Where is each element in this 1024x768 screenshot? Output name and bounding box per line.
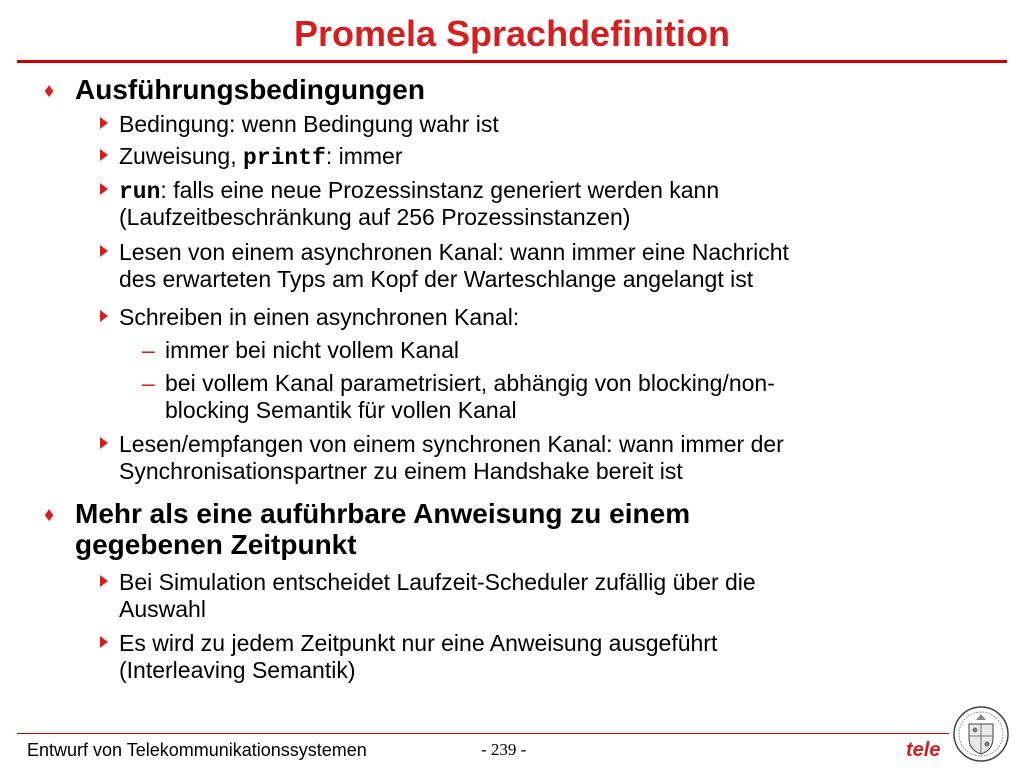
bullet-item: Es wird zu jedem Zeitpunkt nur eine Anweisung ausgeführt — [119, 630, 718, 656]
diamond-bullet-icon: ♦ — [44, 80, 55, 102]
diamond-bullet-icon: ♦ — [44, 504, 55, 526]
slide-title: Promela Sprachdefinition — [293, 13, 731, 54]
sub-bullet-item: bei vollem Kanal parametrisiert, abhängig von blocking/non- — [165, 370, 775, 396]
bullet-item — [119, 177, 719, 206]
dash-bullet-icon: – — [142, 337, 155, 363]
bullet-item: Bei Simulation entscheidet Laufzeit-Scheduler zufällig über die — [119, 569, 756, 595]
section-heading: Mehr als eine auführbare Anweisung zu einem — [75, 498, 691, 529]
bullet-item-continuation: Synchronisationspartner zu einem Handshake bereit ist — [119, 458, 683, 484]
footer-rule — [17, 733, 949, 734]
sub-bullet-item: immer bei nicht vollem Kanal — [165, 337, 460, 363]
bullet-item: Schreiben in einen asynchronen Kanal: — [119, 304, 520, 330]
code-keyword: run — [119, 179, 161, 205]
triangle-bullet-icon — [100, 310, 108, 322]
triangle-bullet-icon — [100, 575, 108, 587]
triangle-bullet-icon — [100, 437, 108, 449]
bullet-item-continuation: (Laufzeitbeschränkung auf 256 Prozessinstanzen) — [119, 204, 631, 230]
footer-brand-logo: tele — [906, 739, 941, 761]
footer-page-number: - 239 - — [481, 740, 527, 759]
triangle-bullet-icon — [100, 183, 108, 195]
bullet-item — [119, 143, 403, 172]
dash-bullet-icon: – — [142, 370, 155, 396]
section-heading: Ausführungsbedingungen — [75, 74, 425, 105]
bullet-item-continuation: des erwarteten Typs am Kopf der Warteschlange angelangt ist — [119, 266, 754, 292]
code-keyword: printf — [243, 145, 326, 171]
bullet-item: Lesen von einem asynchronen Kanal: wann immer eine Nachricht — [119, 239, 789, 265]
triangle-bullet-icon — [100, 149, 108, 161]
triangle-bullet-icon — [100, 245, 108, 257]
bullet-text: Zuweisung, — [119, 143, 244, 169]
bullet-item: Bedingung: wenn Bedingung wahr ist — [119, 111, 499, 137]
university-seal-icon — [952, 704, 1010, 764]
footer-course-name: Entwurf von Telekommunikationssystemen — [27, 740, 367, 760]
bullet-text: : falls eine neue Prozessinstanz generiert werden kann — [160, 177, 720, 203]
triangle-bullet-icon — [100, 636, 108, 648]
section-heading-continuation: gegebenen Zeitpunkt — [75, 529, 357, 560]
triangle-bullet-icon — [100, 117, 108, 129]
bullet-item-continuation: Auswahl — [119, 596, 206, 622]
bullet-text: : immer — [325, 143, 403, 169]
sub-bullet-item-continuation: blocking Semantik für vollen Kanal — [165, 397, 517, 423]
bullet-item-continuation: (Interleaving Semantik) — [119, 657, 356, 683]
bullet-item: Lesen/empfangen von einem synchronen Kanal: wann immer der — [119, 431, 784, 457]
